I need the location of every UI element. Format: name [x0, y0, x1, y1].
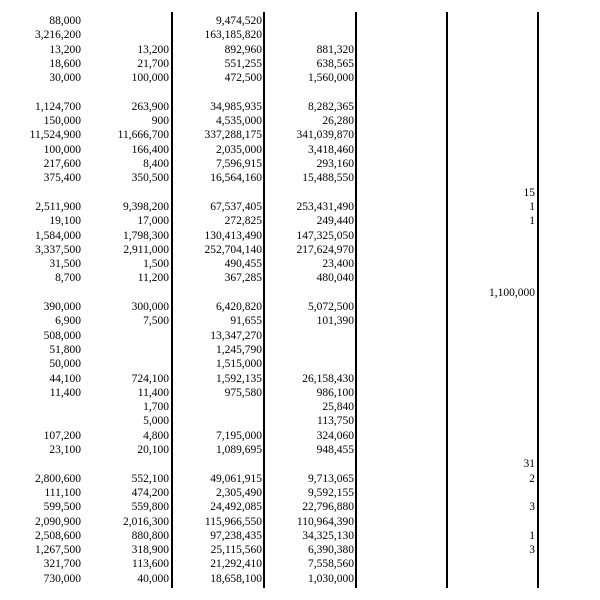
table-row	[0, 200, 600, 214]
table-cell: 318,900	[131, 544, 169, 557]
table-cell: 150,000	[43, 115, 81, 128]
table-cell: 390,000	[43, 301, 81, 313]
table-cell: 6,900	[55, 315, 81, 328]
table-cell: 15,488,550	[302, 172, 354, 185]
table-row	[0, 400, 600, 414]
table-cell: 88,000	[49, 15, 81, 27]
table-cell: 1,124,700	[35, 100, 81, 113]
table-cell: 2,305,490	[216, 486, 262, 499]
table-cell: 1,560,000	[308, 72, 354, 85]
table-cell: 1,798,300	[123, 229, 169, 242]
table-cell: 13,200	[137, 43, 169, 56]
table-row	[0, 243, 600, 257]
table-cell: 31	[523, 458, 535, 471]
table-cell: 2,511,900	[35, 200, 81, 213]
table-cell: 20,100	[137, 444, 169, 456]
table-cell: 1,030,000	[308, 572, 354, 585]
table-cell: 8,700	[55, 272, 81, 285]
table-cell: 375,400	[43, 172, 81, 185]
table-cell: 551,255	[224, 57, 262, 70]
table-row	[0, 357, 600, 371]
table-cell: 7,558,560	[308, 558, 354, 571]
table-row	[0, 186, 600, 200]
table-cell: 2	[529, 472, 535, 485]
table-cell: 975,580	[224, 386, 262, 399]
table-cell: 113,750	[317, 415, 354, 428]
table-cell: 16,564,160	[210, 172, 262, 185]
table-cell: 730,000	[43, 572, 81, 585]
table-cell: 100,000	[131, 72, 169, 85]
table-cell: 115,966,550	[204, 515, 262, 528]
table-cell: 252,704,140	[204, 243, 262, 256]
table-cell: 1,515,000	[216, 358, 262, 371]
table-cell: 217,624,970	[296, 243, 354, 256]
table-cell: 49,061,915	[210, 472, 262, 485]
table-cell: 6,420,820	[216, 301, 262, 313]
table-cell: 293,160	[316, 158, 354, 170]
table-cell: 3,418,460	[308, 143, 354, 156]
table-cell: 5,072,500	[308, 301, 354, 313]
table-cell: 9,474,520	[216, 15, 262, 27]
table-row	[0, 386, 600, 400]
table-row	[0, 414, 600, 428]
table-cell: 724,100	[131, 372, 169, 385]
table-cell: 91,655	[230, 315, 262, 328]
table-row	[0, 557, 600, 571]
table-cell: 25,115,560	[210, 544, 262, 557]
table-cell: 508,000	[43, 329, 81, 342]
table-cell: 26,280	[322, 115, 354, 128]
table-row	[0, 329, 600, 343]
table-row	[0, 43, 600, 57]
table-cell: 1,245,790	[216, 343, 262, 356]
table-row	[0, 500, 600, 514]
table-cell: 2,090,900	[35, 515, 81, 528]
table-cell: 217,600	[43, 158, 81, 170]
table-row	[0, 57, 600, 71]
table-row	[0, 28, 600, 42]
table-row	[0, 515, 600, 529]
table-row	[0, 257, 600, 271]
table-row	[0, 214, 600, 228]
table-cell: 31,500	[49, 258, 81, 271]
table-cell: 552,100	[131, 472, 169, 485]
table-row	[0, 443, 600, 457]
table-cell: 13,347,270	[210, 329, 262, 342]
table-row	[0, 114, 600, 128]
table-cell: 111,100	[44, 486, 81, 499]
table-cell: 30,000	[49, 72, 81, 85]
table-cell: 24,492,085	[210, 501, 262, 514]
table-cell: 8,400	[143, 158, 169, 170]
table-cell: 101,390	[316, 315, 354, 328]
table-cell: 107,200	[43, 429, 81, 442]
table-cell: 147,325,050	[296, 229, 354, 242]
table-row	[0, 543, 600, 557]
table-cell: 2,035,000	[216, 143, 262, 156]
table-cell: 4,535,000	[216, 115, 262, 128]
table-cell: 19,100	[49, 215, 81, 228]
table-cell: 22,796,880	[302, 501, 354, 514]
table-cell: 249,440	[316, 215, 354, 228]
table-cell: 1,267,500	[35, 544, 81, 557]
table-cell: 337,288,175	[204, 129, 262, 142]
table-cell: 8,282,365	[308, 100, 354, 113]
table-cell: 900	[151, 115, 169, 128]
table-cell: 2,508,600	[35, 529, 81, 542]
table-cell: 15	[523, 186, 535, 199]
table-cell: 11,666,700	[117, 129, 169, 142]
table-cell: 3	[529, 501, 535, 514]
table-cell: 2,016,300	[123, 515, 169, 528]
table-cell: 40,000	[137, 572, 169, 585]
table-cell: 1	[529, 529, 535, 542]
table-cell: 986,100	[316, 386, 354, 399]
table-cell: 321,700	[43, 558, 81, 571]
table-cell: 599,500	[43, 501, 81, 514]
table-cell: 1,584,000	[35, 229, 81, 242]
table-cell: 3,337,500	[35, 243, 81, 256]
table-cell: 1,592,135	[216, 372, 262, 385]
table-cell: 638,565	[316, 57, 354, 70]
table-row	[0, 71, 600, 85]
table-cell: 18,658,100	[210, 572, 262, 585]
table-cell: 44,100	[49, 372, 81, 385]
table-row	[0, 286, 600, 300]
table-cell: 3,216,200	[35, 29, 81, 42]
table-cell: 21,700	[137, 57, 169, 70]
table-row	[0, 271, 600, 285]
table-cell: 272,825	[224, 215, 262, 228]
table-cell: 21,292,410	[210, 558, 262, 571]
table-cell: 2,911,000	[123, 243, 169, 256]
table-cell: 559,800	[131, 501, 169, 514]
table-cell: 341,039,870	[296, 129, 354, 142]
table-cell: 100,000	[43, 143, 81, 156]
table-cell: 5,000	[143, 415, 169, 428]
table-cell: 11,400	[49, 386, 81, 399]
table-cell: 324,060	[316, 429, 354, 442]
table-cell: 253,431,490	[296, 200, 354, 213]
table-row	[0, 86, 600, 100]
table-cell: 113,600	[132, 558, 169, 571]
table-cell: 26,158,430	[302, 372, 354, 385]
table-row	[0, 372, 600, 386]
table-cell: 11,200	[137, 272, 169, 285]
table-row	[0, 429, 600, 443]
table-row	[0, 486, 600, 500]
table-row	[0, 457, 600, 471]
table-cell: 6,390,380	[308, 544, 354, 557]
table-row	[0, 100, 600, 114]
table-row	[0, 300, 600, 314]
table-row	[0, 314, 600, 328]
table-cell: 34,985,935	[210, 100, 262, 113]
table-cell: 263,900	[131, 100, 169, 113]
table-cell: 11,400	[137, 386, 169, 399]
table-cell: 472,500	[224, 72, 262, 85]
table-cell: 4,800	[143, 429, 169, 442]
table-cell: 17,000	[137, 215, 169, 228]
table-cell: 880,800	[131, 529, 169, 542]
table-cell: 11,524,900	[29, 129, 81, 142]
table-cell: 23,400	[322, 258, 354, 271]
table-cell: 166,400	[131, 143, 169, 156]
table-cell: 1	[529, 215, 535, 228]
table-cell: 948,455	[316, 444, 354, 456]
table-cell: 7,596,915	[216, 158, 262, 170]
table-cell: 2,800,600	[35, 472, 81, 485]
table-cell: 1,500	[143, 258, 169, 271]
table-cell: 1	[529, 200, 535, 213]
table-cell: 110,964,390	[296, 515, 354, 528]
table-row	[0, 14, 600, 28]
table-cell: 130,413,490	[204, 229, 262, 242]
table-row	[0, 143, 600, 157]
table-cell: 300,000	[131, 301, 169, 313]
table-row	[0, 229, 600, 243]
table-row	[0, 343, 600, 357]
table-cell: 474,200	[131, 486, 169, 499]
table-cell: 18,600	[49, 57, 81, 70]
table-cell: 1,700	[143, 401, 169, 414]
table-cell: 9,592,155	[308, 486, 354, 499]
table-cell: 350,500	[131, 172, 169, 185]
table-cell: 1,100,000	[489, 286, 535, 299]
table-cell: 9,398,200	[123, 200, 169, 213]
table-cell: 97,238,435	[210, 529, 262, 542]
table-cell: 480,040	[316, 272, 354, 285]
table-cell: 881,320	[316, 43, 354, 56]
table-cell: 23,100	[49, 444, 81, 456]
table-cell: 163,185,820	[204, 29, 262, 42]
table-cell: 7,500	[143, 315, 169, 328]
table-row	[0, 171, 600, 185]
table-row	[0, 157, 600, 171]
table-cell: 1,089,695	[216, 444, 262, 456]
table-cell: 490,455	[224, 258, 262, 271]
table-cell: 51,800	[49, 343, 81, 356]
table-cell: 9,713,065	[308, 472, 354, 485]
table-cell: 3	[529, 544, 535, 557]
table-cell: 13,200	[49, 43, 81, 56]
table-cell: 367,285	[224, 272, 262, 285]
table-cell: 7,195,000	[216, 429, 262, 442]
table-row	[0, 529, 600, 543]
table-cell: 50,000	[49, 358, 81, 371]
table-row	[0, 572, 600, 586]
table-row	[0, 128, 600, 142]
table-cell: 34,325,130	[302, 529, 354, 542]
table-row	[0, 472, 600, 486]
table-cell: 67,537,405	[210, 200, 262, 213]
table-cell: 892,960	[224, 43, 262, 56]
table-cell: 25,840	[322, 401, 354, 414]
